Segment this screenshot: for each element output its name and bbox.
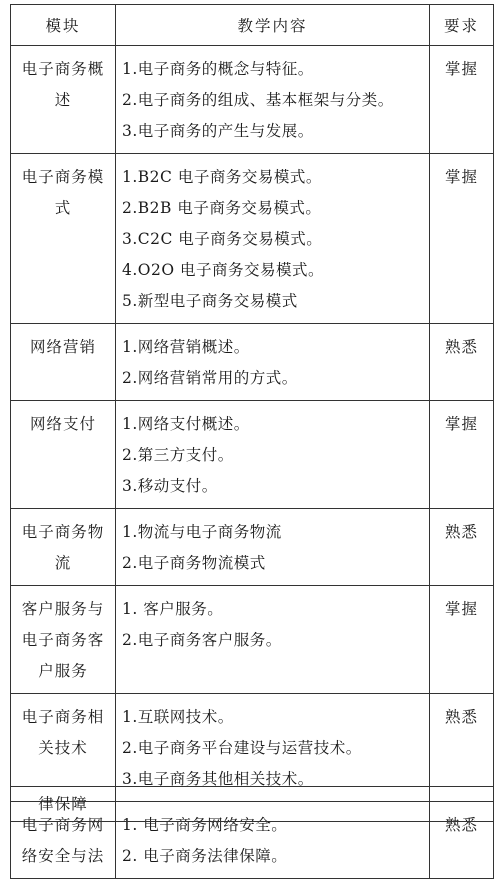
header-module: 模块	[11, 5, 116, 46]
requirement-cell: 熟悉	[430, 694, 494, 802]
module-cell	[11, 509, 116, 586]
module-name-line: 电子商务相	[21, 708, 105, 726]
content-item: 2.电子商务客户服务。	[122, 631, 282, 649]
module-name-line: 网络营销	[29, 338, 96, 356]
content-item: 1.物流与电子商务物流	[122, 523, 282, 541]
requirement-cell: 掌握	[430, 46, 494, 154]
requirement-cell: 熟悉	[430, 324, 494, 401]
content-item: 5.新型电子商务交易模式	[122, 292, 298, 310]
module-name-line: 电子商务物	[21, 523, 105, 541]
content-item: 3.移动支付。	[122, 477, 218, 495]
content-cell	[116, 324, 430, 401]
content-item: 1.网络营销概述。	[122, 338, 250, 356]
requirement-cell: 掌握	[430, 401, 494, 509]
header-content: 教学内容	[116, 5, 430, 46]
content-item: 2.电子商务的组成、基本框架与分类。	[122, 91, 394, 109]
content-cell	[116, 586, 430, 694]
content-item: 1.电子商务的概念与特征。	[122, 60, 314, 78]
continuation-table	[10, 786, 494, 822]
table-body	[11, 46, 494, 879]
requirement-cell: 掌握	[430, 154, 494, 324]
content-item: 3.电子商务的产生与发展。	[122, 122, 314, 140]
content-item: 1. 电子商务网络安全。	[122, 816, 288, 834]
continuation-row	[11, 787, 494, 822]
module-name-line: 户服务	[38, 662, 88, 680]
content-cell	[116, 509, 430, 586]
table-row	[11, 586, 494, 694]
module-cell	[11, 154, 116, 324]
content-item: 2.电子商务物流模式	[122, 554, 266, 572]
content-item: 1.B2C 电子商务交易模式。	[122, 168, 322, 186]
content-cell	[116, 154, 430, 324]
table-row	[11, 401, 494, 509]
header-requirement: 要求	[430, 5, 494, 46]
module-name-line: 电子商务客	[21, 631, 105, 649]
module-name-line: 电子商务网	[21, 816, 105, 834]
continuation-module: 律保障	[11, 787, 116, 822]
module-name-line: 络安全与法	[21, 847, 105, 865]
module-cell	[11, 401, 116, 509]
module-name-line: 网络支付	[29, 415, 96, 433]
content-item: 2.网络营销常用的方式。	[122, 369, 298, 387]
requirement-cell: 熟悉	[430, 802, 494, 879]
header-row	[11, 5, 494, 46]
content-item: 2.电子商务平台建设与运营技术。	[122, 739, 362, 757]
module-name-line: 述	[54, 91, 72, 109]
course-content-table	[10, 4, 494, 879]
content-item: 2. 电子商务法律保障。	[122, 847, 288, 865]
content-item: 2.第三方支付。	[122, 446, 234, 464]
content-item: 1.网络支付概述。	[122, 415, 250, 433]
content-cell	[116, 401, 430, 509]
table-row	[11, 324, 494, 401]
content-item: 1. 客户服务。	[122, 600, 224, 618]
module-name-line: 电子商务模	[21, 168, 105, 186]
module-name-line: 关技术	[38, 739, 88, 757]
content-item: 2.B2B 电子商务交易模式。	[122, 199, 322, 217]
content-item: 4.O2O 电子商务交易模式。	[122, 261, 324, 279]
module-name-line: 电子商务概	[21, 60, 105, 78]
requirement-cell: 掌握	[430, 586, 494, 694]
module-name-line: 流	[54, 554, 72, 572]
module-name-line: 式	[54, 199, 72, 217]
table-row	[11, 46, 494, 154]
continuation-content	[116, 787, 430, 822]
module-cell	[11, 324, 116, 401]
table-row	[11, 509, 494, 586]
module-cell	[11, 46, 116, 154]
continuation-requirement	[430, 787, 494, 822]
content-cell	[116, 46, 430, 154]
content-item: 3.C2C 电子商务交易模式。	[122, 230, 323, 248]
table-row	[11, 154, 494, 324]
content-item: 1.互联网技术。	[122, 708, 234, 726]
module-cell	[11, 586, 116, 694]
content-item: 3.电子商务其他相关技术。	[122, 770, 314, 788]
module-name-line: 客户服务与	[21, 600, 105, 618]
requirement-cell: 熟悉	[430, 509, 494, 586]
